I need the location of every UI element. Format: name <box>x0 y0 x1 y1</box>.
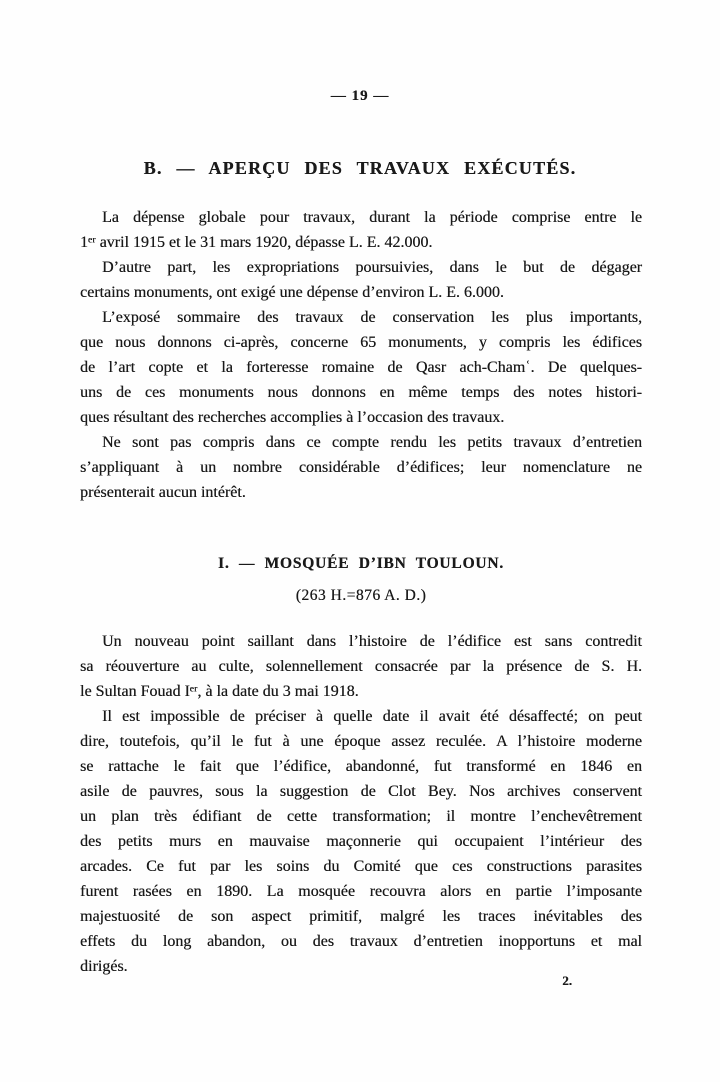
text-line: que nous donnons ci-après, concerne 65 monuments, y compris les édifices <box>80 334 642 351</box>
paragraph-depense-globale <box>80 205 642 255</box>
paragraph-reouverture <box>80 629 642 704</box>
text-line: arcades. Ce fut par les soins du Comité que ces constructions parasites <box>80 858 642 875</box>
text-line: Ne sont pas compris dans ce compte rendu les petits travaux d’entretien <box>102 434 642 451</box>
text-line: asile de pauvres, sous la suggestion de Clot Bey. Nos archives conservent <box>80 783 642 800</box>
paragraph-travaux-entretien <box>80 430 642 505</box>
signature-mark: 2. <box>562 973 572 988</box>
text-line: de l’art copte et la forteresse romaine de Qasr ach-Chamʿ. De quelques- <box>80 359 642 376</box>
text-line: majestuosité de son aspect primitif, malgré les traces inévitables des <box>80 908 642 925</box>
text-line: L’exposé sommaire des travaux de conservation les plus importants, <box>102 309 642 326</box>
text-line: des petits murs en mauvaise maçonnerie qui occupaient l’intérieur des <box>80 833 642 850</box>
text-line: un plan très édifiant de cette transformation; il montre l’enchevêtrement <box>80 808 642 825</box>
text-line: Il est impossible de préciser à quelle date il avait été désaffecté; on peut <box>102 708 642 725</box>
text-line: uns de ces monuments nous donnons en même temps des notes histori- <box>80 384 642 401</box>
page-number: — 19 — <box>330 88 390 104</box>
text-line: sa réouverture au culte, solennellement consacrée par la présence de S. H. <box>80 658 642 675</box>
text-line: le Sultan Fouad Iᵉʳ, à la date du 3 mai 1918. <box>80 683 359 700</box>
text-line: ques résultant des recherches accomplies à l’occasion des travaux. <box>80 409 505 426</box>
text-line: 1ᵉʳ avril 1915 et le 31 mars 1920, dépasse L. E. 42.000. <box>80 234 433 251</box>
text-line: s’appliquant à un nombre considérable d’édifices; leur nomenclature ne <box>80 459 642 476</box>
text-line: effets du long abandon, ou des travaux d’entretien inopportuns et mal <box>80 933 642 950</box>
mosque-section-date: (263 H.=876 A. D.) <box>295 587 427 604</box>
mosque-section-heading: I. — MOSQUÉE D’IBN TOULOUN. <box>218 555 504 572</box>
paragraph-expose-sommaire <box>80 305 642 430</box>
text-line: certains monuments, ont exigé une dépense d’environ L. E. 6.000. <box>80 284 504 301</box>
text-line: furent rasées en 1890. La mosquée recouvra alors en partie l’imposante <box>80 883 642 900</box>
paragraph-expropriations <box>80 255 642 305</box>
text-line: se rattache le fait que l’édifice, abandonné, fut transformé en 1846 en <box>80 758 642 775</box>
text-line: présenterait aucun intérêt. <box>80 484 246 501</box>
paragraph-histoire-moderne <box>80 704 642 979</box>
text-line: D’autre part, les expropriations poursuivies, dans le but de dégager <box>102 259 642 276</box>
text-body <box>80 205 642 979</box>
text-line: La dépense globale pour travaux, durant la période comprise entre le <box>102 209 642 226</box>
text-line: dire, toutefois, qu’il le fut à une époque assez reculée. A l’histoire moderne <box>80 733 642 750</box>
section-b-heading: B. — APERÇU DES TRAVAUX EXÉCUTÉS. <box>143 158 577 178</box>
text-line: dirigés. <box>80 958 128 975</box>
text-line: Un nouveau point saillant dans l’histoire de l’édifice est sans contredit <box>102 633 642 650</box>
